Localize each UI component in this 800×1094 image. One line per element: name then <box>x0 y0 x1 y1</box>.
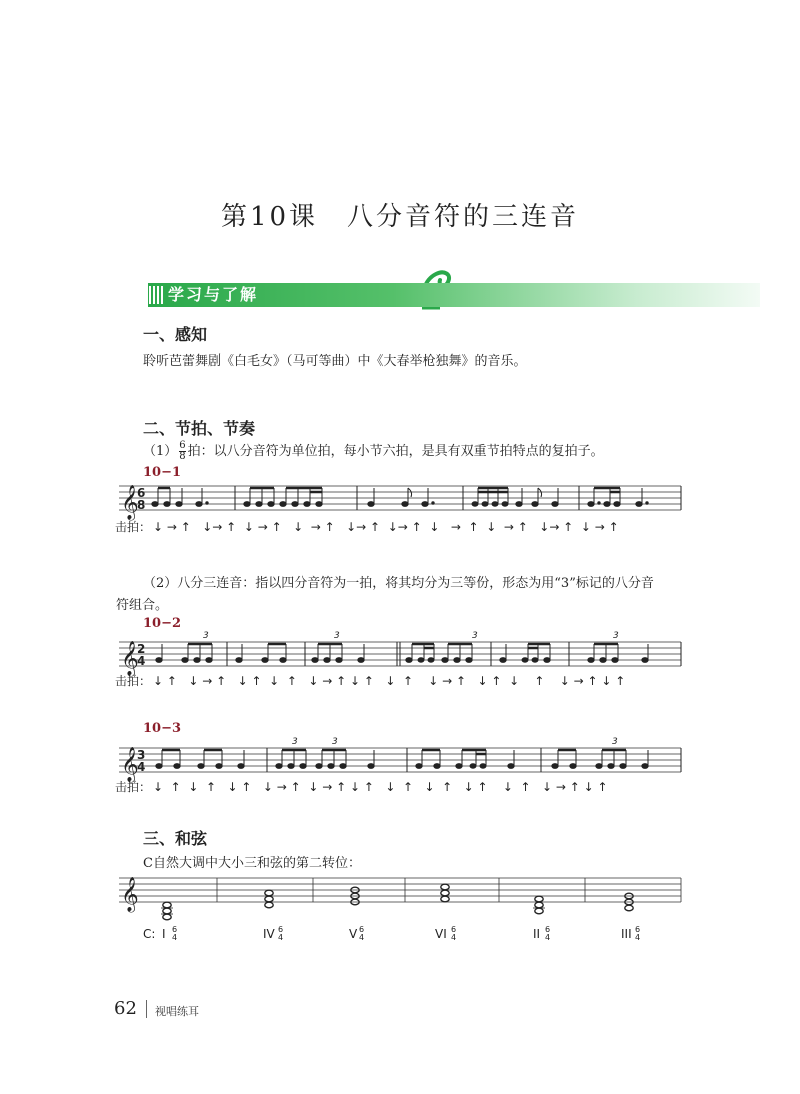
chord-figure-sub: 4 <box>635 933 641 942</box>
chord-figure-sup: 6 <box>451 925 457 934</box>
example-label-10-3: 10−3 <box>143 721 182 736</box>
triplet-mark: 3 <box>334 631 340 641</box>
example-label-10-1: 10−1 <box>143 465 182 480</box>
chord-roman: III <box>621 927 632 941</box>
chord-figure-sub: 4 <box>545 933 551 942</box>
staff-chords <box>115 870 685 950</box>
staff-example-10-3 <box>115 736 685 796</box>
treble-clef-icon: 𝄞 <box>121 877 139 912</box>
example-label-10-2: 10−2 <box>143 616 182 631</box>
item1-fraction-den: 8 <box>179 451 186 462</box>
banner-title: 学习与了解 <box>168 285 259 304</box>
beat-label: 击拍： <box>115 520 152 534</box>
treble-clef-icon: 𝄞 <box>121 747 139 782</box>
chord-figure-sub: 4 <box>451 933 457 942</box>
triplet-mark: 3 <box>292 737 298 747</box>
banner-stripes-icon <box>148 283 168 307</box>
item1-prefix: （1） <box>143 444 178 459</box>
staff-example-10-1 <box>115 478 685 538</box>
staff-example-10-2 <box>115 630 685 690</box>
time-sig-den: 4 <box>137 654 146 668</box>
beat-label: 击拍： <box>115 780 152 794</box>
item2-line2: 符组合。 <box>116 598 169 613</box>
section-text-chords: C自然大调中大小三和弦的第二转位： <box>143 856 361 871</box>
beat-arrows-10-2: ↓ ↑ ↓ → ↑ ↓ ↑ ↓ ↑ ↓ → ↑ ↓ ↑ ↓ ↑ ↓ → ↑ ↓ ↑ ↓ ↑ ↓ → ↑ ↓ ↑ <box>153 674 626 688</box>
chord-roman: VI <box>435 927 447 941</box>
section-heading-chords: 三、和弦 <box>143 829 208 848</box>
chord-figure-sub: 4 <box>278 933 284 942</box>
time-sig-num: 6 <box>137 486 146 500</box>
item1-fraction <box>179 441 185 462</box>
treble-clef-icon: 𝄞 <box>121 641 139 676</box>
chord-figure-sup: 6 <box>545 925 551 934</box>
chord-figure-sup: 6 <box>278 925 284 934</box>
time-sig-den: 4 <box>137 760 146 774</box>
triplet-mark: 3 <box>332 737 338 747</box>
chord-figure-sub: 4 <box>359 933 365 942</box>
time-sig-den: 8 <box>137 498 146 512</box>
book-title: 视唱练耳 <box>155 1005 199 1018</box>
lesson-title: 第10课 八分音符的三连音 <box>220 202 580 232</box>
time-sig-num: 2 <box>137 642 146 656</box>
chord-figure-sub: 4 <box>172 933 178 942</box>
chord-roman: IV <box>263 927 275 941</box>
item1-desc: 拍：以八分音符为单位拍，每小节六拍，是具有双重节拍特点的复拍子。 <box>187 444 604 459</box>
triplet-mark: 3 <box>203 631 209 641</box>
page-number: 62 <box>114 998 137 1019</box>
triplet-mark: 3 <box>472 631 478 641</box>
chord-roman: V <box>349 927 358 941</box>
treble-clef-icon: 𝄞 <box>121 485 139 520</box>
triplet-mark: 3 <box>612 737 618 747</box>
beat-arrows-10-3: ↓ ↑ ↓ ↑ ↓ ↑ ↓ → ↑ ↓ → ↑ ↓ ↑ ↓ ↑ ↓ ↑ ↓ ↑ ↓ ↑ ↓ → ↑ ↓ ↑ <box>153 780 608 794</box>
time-sig-num: 3 <box>137 748 146 762</box>
section-text-perception: 聆听芭蕾舞剧《白毛女》（马可等曲）中《大春举枪独舞》的音乐。 <box>143 354 527 369</box>
item1-fraction-num: 6 <box>179 440 186 451</box>
section-heading-rhythm: 二、节拍、节奏 <box>143 419 256 438</box>
chord-roman: I <box>162 927 166 941</box>
item1-text <box>143 440 604 462</box>
beat-arrows-10-1: ↓ → ↑ ↓→ ↑ ↓ → ↑ ↓ → ↑ ↓→ ↑ ↓→ ↑ ↓ → ↑ ↓ → ↑ ↓→ ↑ ↓ → ↑ <box>153 520 619 534</box>
chord-figure-sup: 6 <box>359 925 365 934</box>
key-label: C: <box>143 927 156 941</box>
chord-figure-sup: 6 <box>172 925 178 934</box>
chord-roman: II <box>533 927 541 941</box>
beat-label: 击拍： <box>115 674 152 688</box>
triplet-mark: 3 <box>613 631 619 641</box>
section-heading-perception: 一、感知 <box>143 325 208 344</box>
footer-separator <box>146 1000 147 1018</box>
chord-figure-sup: 6 <box>635 925 641 934</box>
item2-line1: （2）八分三连音：指以四分音符为一拍，将其均分为三等份，形态为用“3”标记的八分音 <box>143 576 654 591</box>
